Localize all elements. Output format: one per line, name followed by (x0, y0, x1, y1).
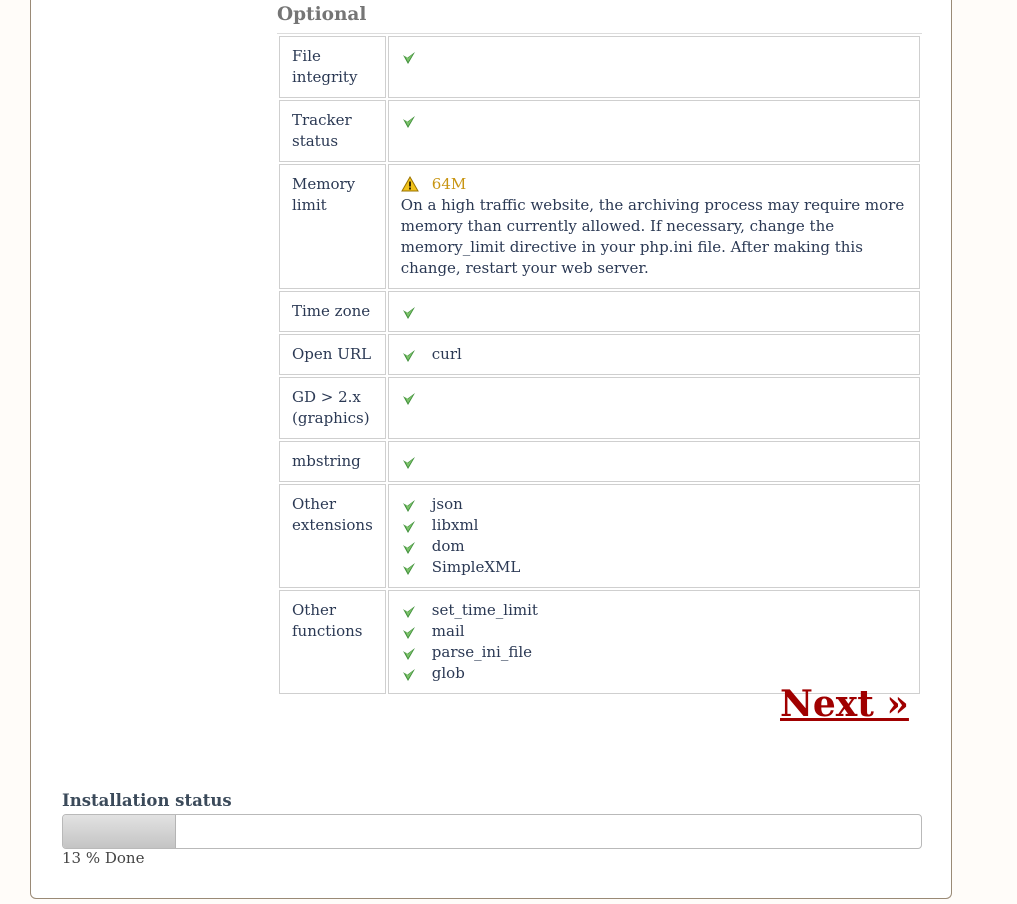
requirement-value (388, 377, 920, 439)
requirement-item: dom (431, 537, 465, 555)
requirement-row (279, 590, 920, 694)
checkmark-icon (401, 454, 417, 470)
requirement-value (388, 334, 920, 375)
requirement-item: curl (431, 345, 462, 363)
requirement-value (388, 164, 920, 289)
requirement-label: Open URL (279, 334, 386, 375)
checkmark-icon (401, 603, 417, 619)
progress-text: 13 % Done (62, 849, 145, 867)
requirement-item: mail (431, 622, 465, 640)
requirement-row (279, 377, 920, 439)
requirement-item: SimpleXML (431, 558, 521, 576)
requirement-row (279, 100, 920, 162)
requirement-value (388, 484, 920, 588)
checkmark-icon (401, 560, 417, 576)
installation-status-title: Installation status (62, 791, 232, 810)
requirement-value (388, 291, 920, 332)
requirement-value (388, 36, 920, 98)
checkmark-icon (401, 645, 417, 661)
requirement-row (279, 484, 920, 588)
requirement-item: json (431, 495, 463, 513)
requirement-item: glob (431, 664, 465, 682)
checkmark-icon (401, 624, 417, 640)
requirement-row (279, 291, 920, 332)
checkmark-icon (401, 113, 417, 129)
warning-message: On a high traffic website, the archiving process may require more memory than currently allowed. If necessary, change the memory_limit directive in your php.ini file. After making this change, restart your web server. (400, 196, 905, 277)
checkmark-icon (401, 347, 417, 363)
requirement-label: Memory limit (279, 164, 386, 289)
checkmark-icon (401, 304, 417, 320)
requirement-row (279, 36, 920, 98)
requirement-label: File integrity (279, 36, 386, 98)
warning-icon (401, 176, 419, 192)
requirement-value (388, 590, 920, 694)
requirement-value (388, 100, 920, 162)
checkmark-icon (401, 49, 417, 65)
checkmark-icon (401, 539, 417, 555)
requirement-row (279, 334, 920, 375)
requirement-label: Tracker status (279, 100, 386, 162)
checkmark-icon (401, 518, 417, 534)
section-title: Optional (277, 4, 367, 25)
requirement-value (388, 441, 920, 482)
requirements-table (277, 33, 922, 696)
requirement-label: mbstring (279, 441, 386, 482)
requirement-row (279, 441, 920, 482)
checkmark-icon (401, 497, 417, 513)
checkmark-icon (401, 666, 417, 682)
requirement-item: parse_ini_file (431, 643, 533, 661)
next-button[interactable]: Next » (780, 683, 909, 725)
checkmark-icon (401, 390, 417, 406)
requirement-row (279, 164, 920, 289)
requirement-label: Time zone (279, 291, 386, 332)
requirement-label: Other extensions (279, 484, 386, 588)
requirement-item: libxml (431, 516, 479, 534)
progress-bar-fill (63, 815, 176, 848)
requirement-label: Other functions (279, 590, 386, 694)
progress-bar (62, 814, 922, 849)
requirement-label: GD > 2.x (graphics) (279, 377, 386, 439)
memory-limit-value: 64M (431, 175, 467, 193)
requirement-item: set_time_limit (431, 601, 538, 619)
